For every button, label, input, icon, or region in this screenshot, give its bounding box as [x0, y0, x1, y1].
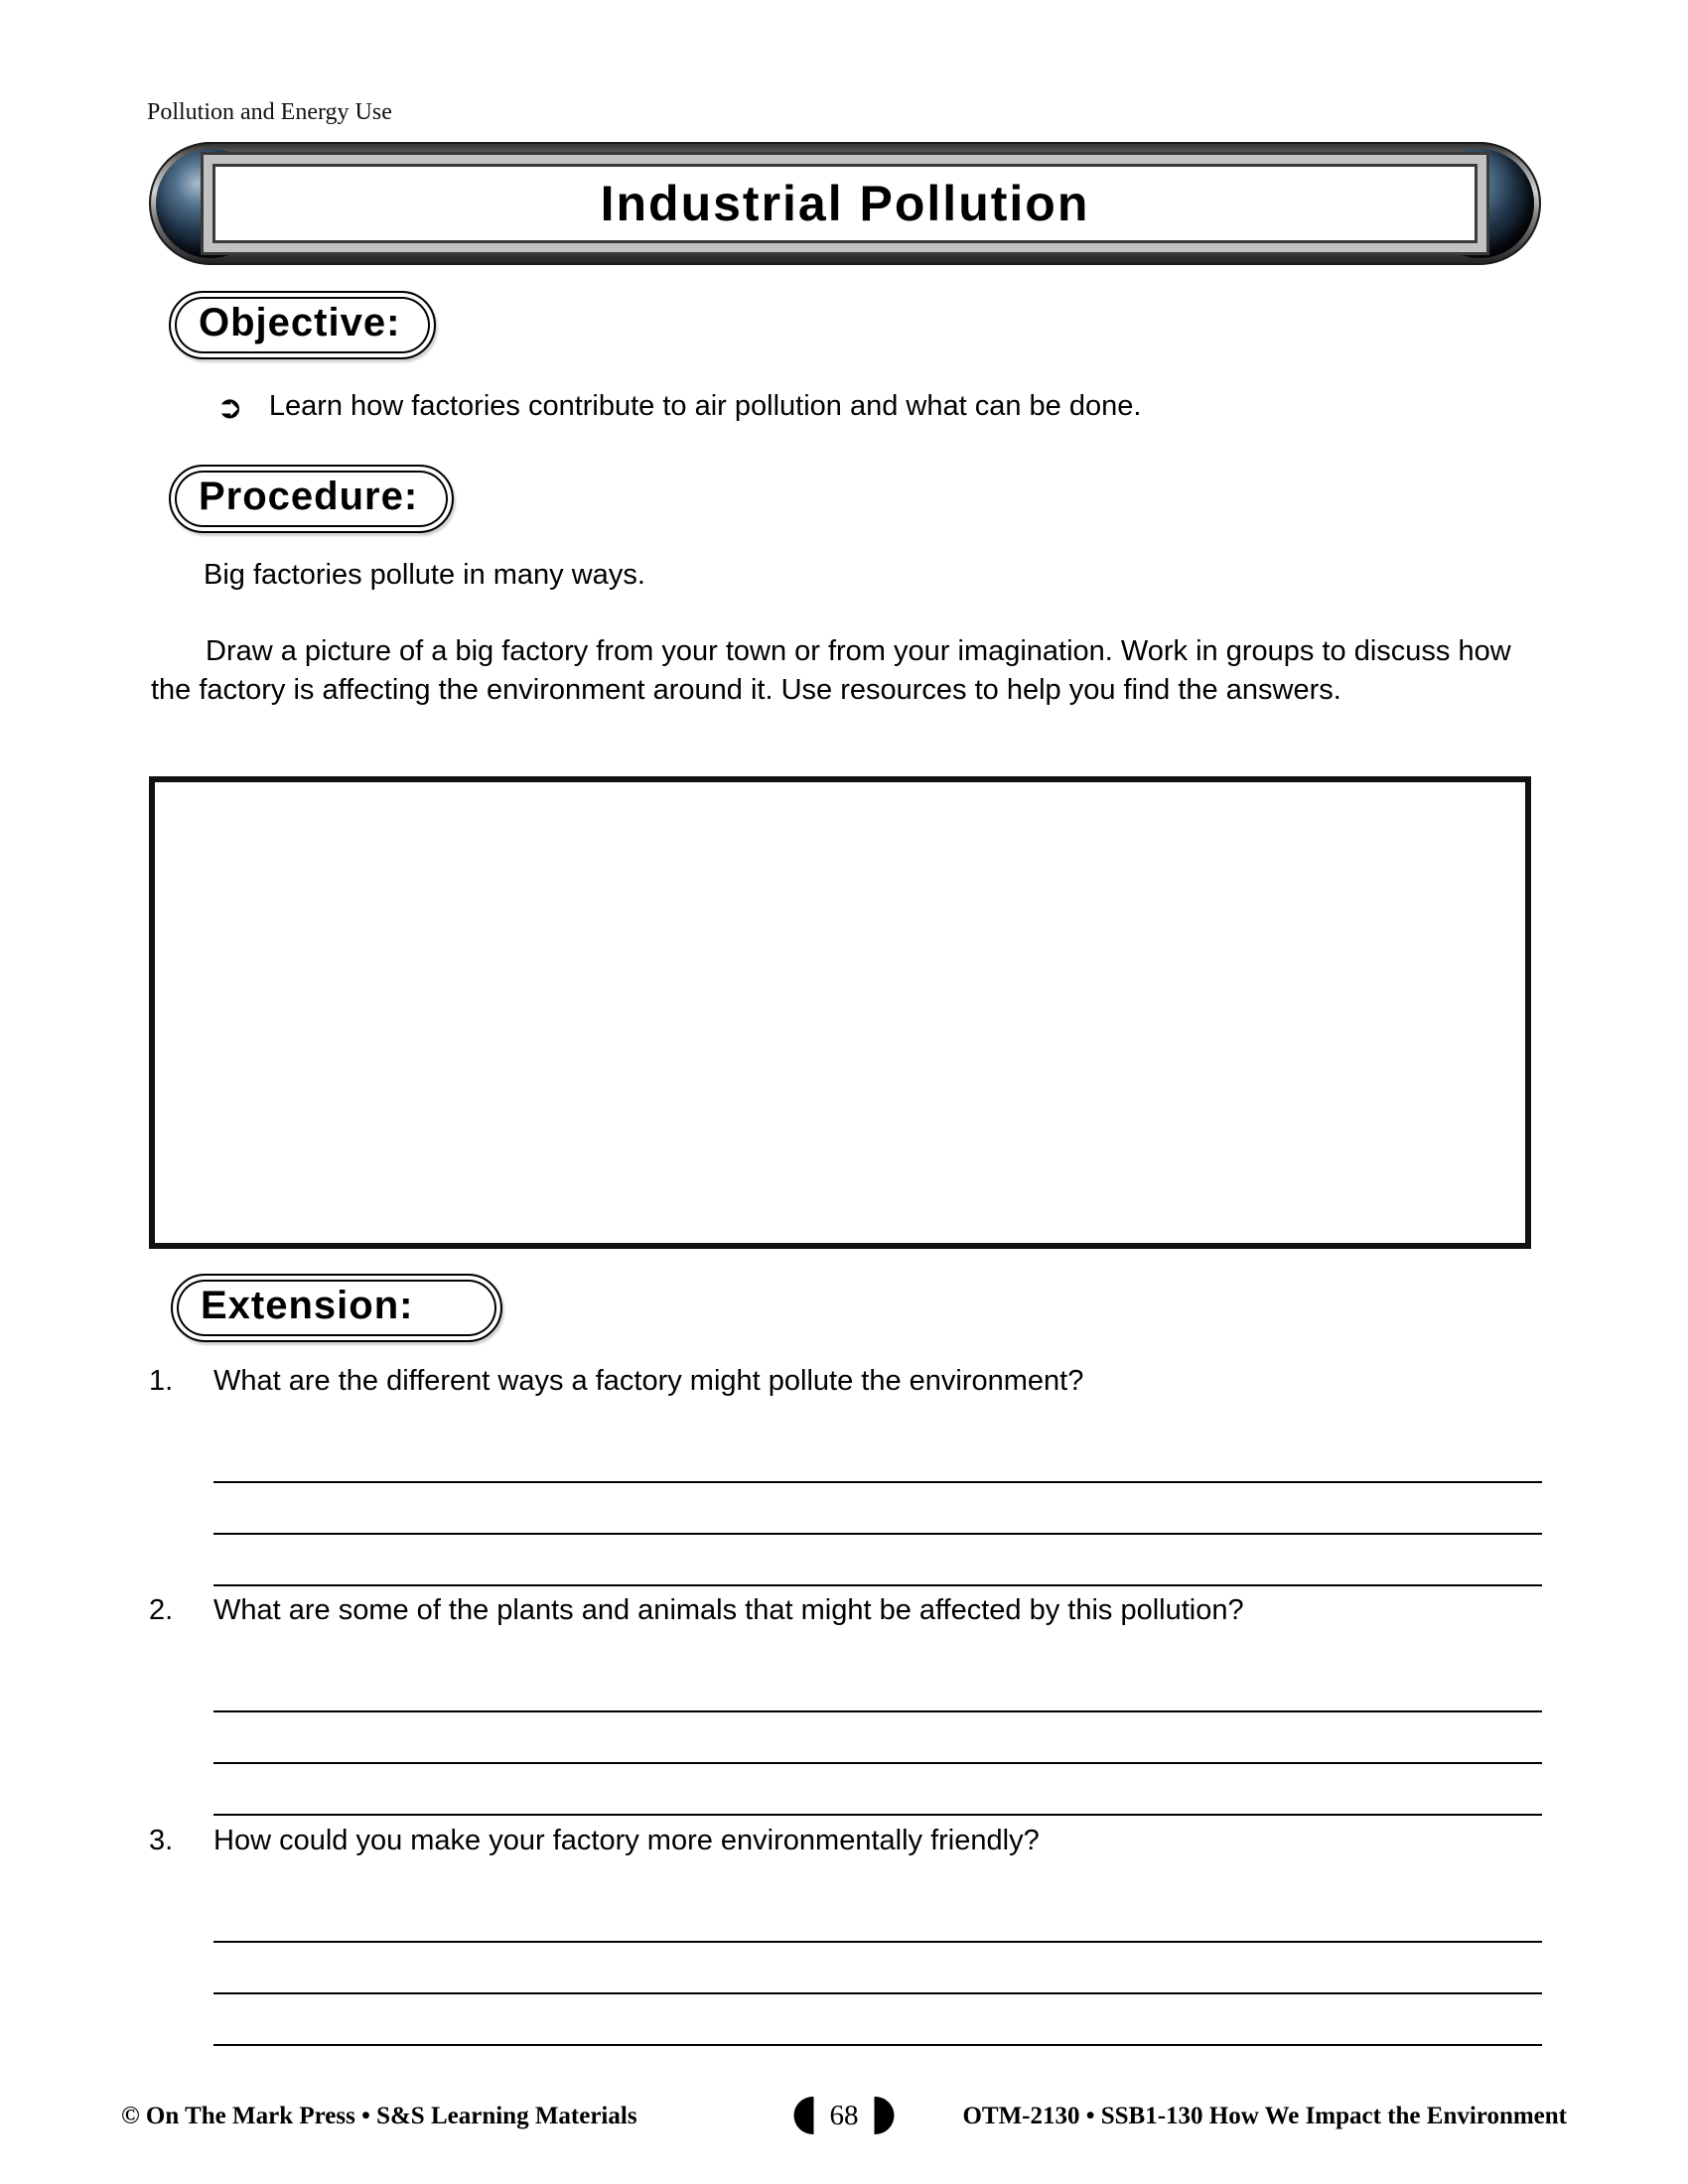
question-1 [149, 1365, 1542, 1586]
question-3-answer-lines [213, 1891, 1542, 2046]
question-1-number: 1. [149, 1365, 174, 1397]
objective-item [216, 388, 1547, 426]
page-title: Industrial Pollution [600, 176, 1090, 231]
answer-line [213, 1994, 1542, 2046]
answer-line [213, 1483, 1542, 1535]
title-frame [201, 152, 1489, 255]
answer-line [213, 1432, 1542, 1483]
objective-section-heading [169, 291, 436, 359]
question-1-answer-lines [213, 1432, 1542, 1586]
title-banner [149, 142, 1541, 265]
question-2-text: What are some of the plants and animals that might be affected by this pollution? [213, 1594, 1244, 1626]
footer-publisher-text: © On The Mark Press • S&S Learning Materials [121, 2103, 637, 2129]
drawing-area-box [149, 776, 1531, 1249]
extension-section-heading [171, 1274, 502, 1342]
procedure-instructions-text: Draw a picture of a big factory from your town or from your imagination. Work in groups to discuss how the factory is affecting the environment around it. Use resources to help you find the answers. [151, 635, 1511, 706]
page-number-left-icon [794, 2097, 814, 2134]
arrow-bullet-icon: ➲ [216, 388, 243, 426]
unit-header-label: Pollution and Energy Use [147, 99, 392, 125]
page-number-value: 68 [829, 2099, 859, 2131]
answer-line [213, 1764, 1542, 1816]
footer-catalog-text: OTM-2130 • SSB1-130 How We Impact the Environment [962, 2103, 1567, 2129]
question-3 [149, 1825, 1542, 2046]
footer-page-number [794, 2097, 895, 2134]
question-2 [149, 1594, 1542, 1816]
objective-item-text: Learn how factories contribute to air pollution and what can be done. [268, 390, 1142, 422]
question-2-number: 2. [149, 1594, 174, 1626]
answer-line [213, 1535, 1542, 1586]
answer-line [213, 1712, 1542, 1764]
extension-label: Extension: [201, 1284, 414, 1327]
procedure-intro-text: Big factories pollute in many ways. [204, 559, 645, 591]
question-1-text: What are the different ways a factory might pollute the environment? [213, 1365, 1084, 1397]
answer-line [213, 1661, 1542, 1712]
question-3-number: 3. [149, 1825, 174, 1856]
question-3-text: How could you make your factory more environmentally friendly? [213, 1825, 1040, 1856]
procedure-section-heading [169, 465, 454, 533]
procedure-label: Procedure: [199, 475, 419, 518]
objective-label: Objective: [199, 301, 401, 344]
question-2-answer-lines [213, 1661, 1542, 1816]
answer-line [213, 1943, 1542, 1994]
page-number-right-icon [875, 2097, 895, 2134]
answer-line [213, 1891, 1542, 1943]
